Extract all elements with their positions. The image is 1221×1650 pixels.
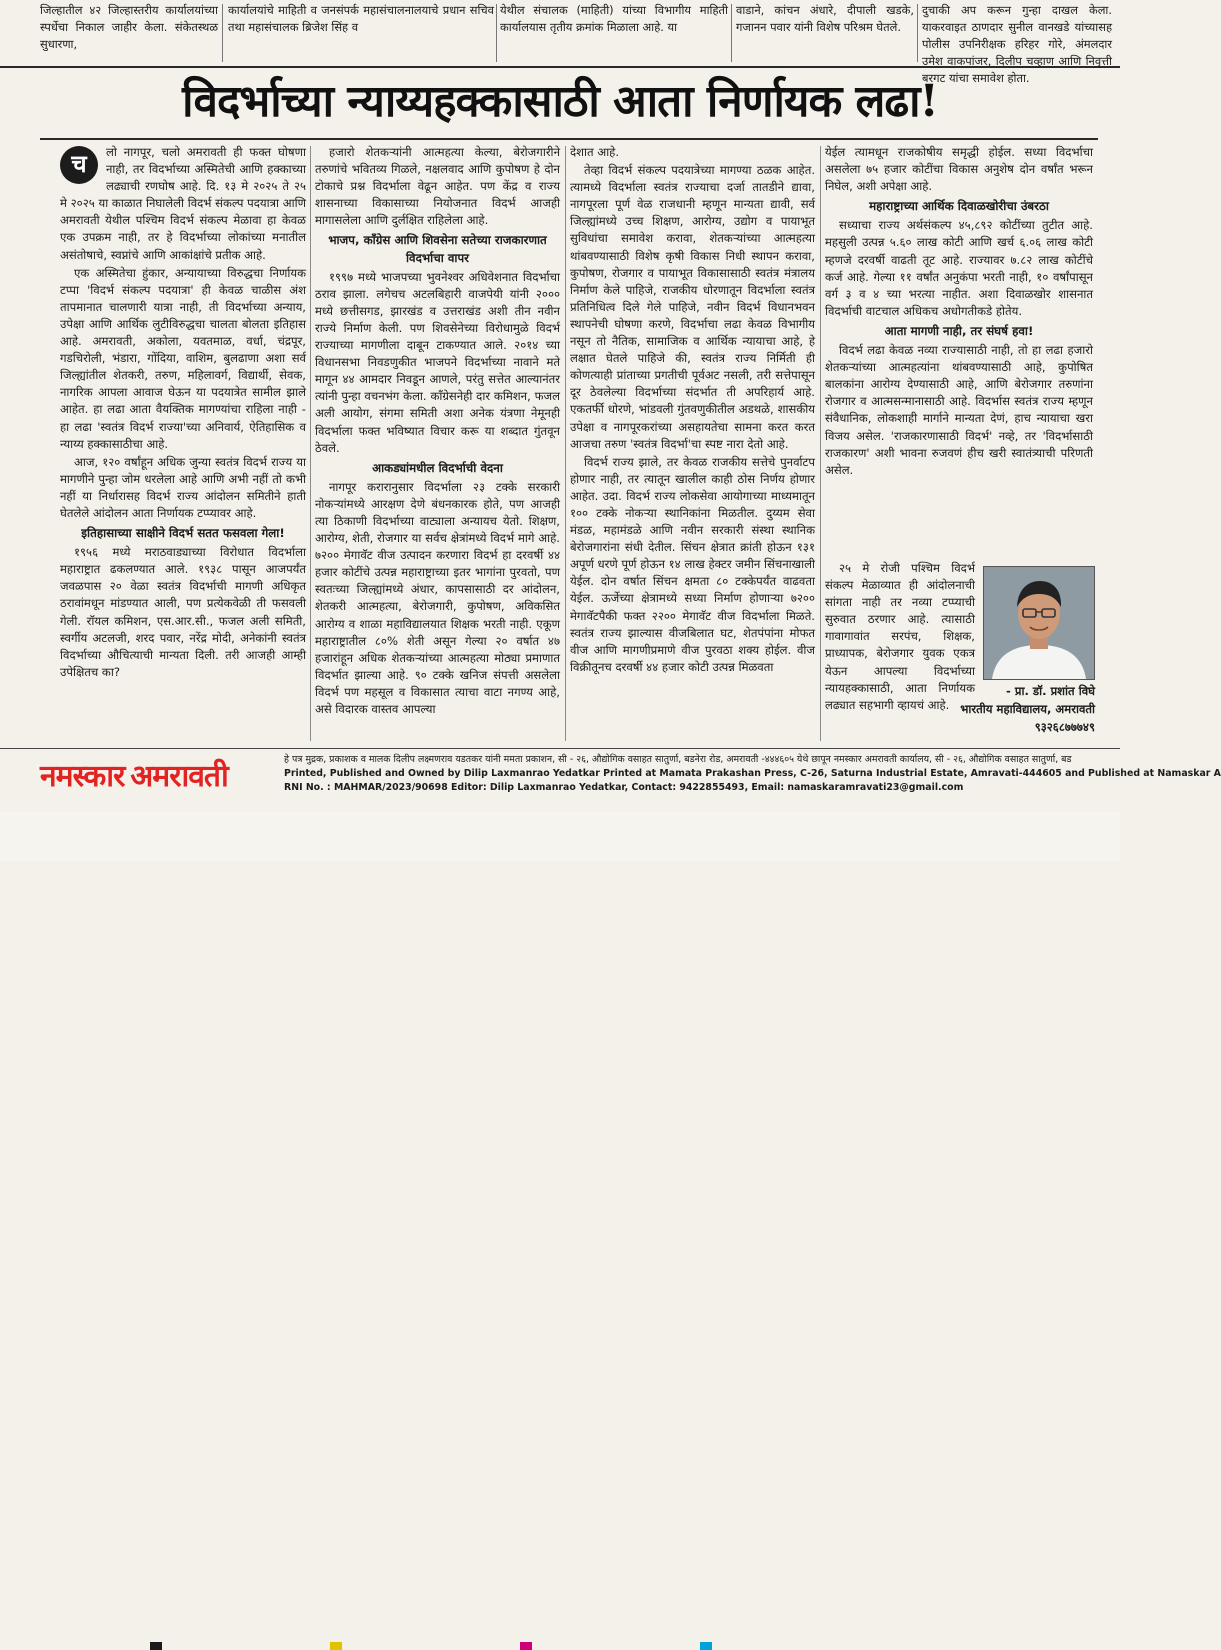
author-byline [905, 682, 1095, 736]
column-divider [820, 146, 821, 741]
column-divider [731, 4, 732, 62]
top-strip-column-2: कार्यालयांचे माहिती व जनसंपर्क महासंचालनालयाचे प्रधान सचिव तथा महासंचालक ब्रिजेश सिंह व [228, 3, 494, 34]
paragraph: एक अस्मितेचा हुंकार, अन्यायाच्या विरुद्धचा निर्णायक टप्पा 'विदर्भ संकल्प पदयात्रा' ही केवळ चाळीस अंश तापमानात चालणारी यात्रा नाही, ती विदर्भाच्या अन्याय, उपेक्षा आणि आर्थिक लुटीविरुद्धचा चालता बोलता इतिहास आहे. अमरावती, अकोला, यवतमाळ, वर्धा, चंद्रपूर, गडचिरोली, भंडारा, गोंदिया, वाशिम, बुलढाणा अशा सर्व जिल्ह्यांतील शेतकरी, तरुण, महिलावर्ग, विद्यार्थी, सेवक, नागरिक आपला आवाज घेऊन या पदयात्रेत सामील झाले आहेत. हा लढा आता वैयक्तिक मागण्यांचा राहिला नाही - हा लढा 'स्वतंत्र विदर्भ राज्या'च्या अनिवार्य, ऐतिहासिक व न्याय्य हक्कासाठीचा आहे. [60, 265, 306, 451]
column-divider [222, 4, 223, 62]
registration-mark [150, 1642, 162, 1650]
drop-cap: च [60, 146, 98, 184]
article-column-4-closing [825, 560, 975, 712]
subheading: आकड्यांमधील विदर्भाची वेदना [372, 460, 503, 475]
column-divider [310, 146, 311, 741]
logo-word-1: नमस्कार [40, 759, 125, 794]
paragraph: सध्याचा राज्य अर्थसंकल्प ४५,८९२ कोटींच्या तुटीत आहे. महसुली उत्पन्न ५.६० लाख कोटी आणि खर्च ६.०६ लाख कोटी म्हणजे दरवर्षी वाढती तूट आहे. राज्यावर ७.८२ लाख कोटींचे कर्ज आहे. गेल्या ११ वर्षांत अनुकंपा भरती नाही, १० वर्षांपासून वर्ग ३ व ४ च्या भरत्या नाहीत. अशा दिवाळखोर शासनात विदर्भाची वाटचाल अधिकच अधोगतीकडे होतेय. [825, 218, 1093, 318]
paragraph: तेव्हा विदर्भ संकल्प पदयात्रेच्या मागण्या ठळक आहेत. त्यामध्ये विदर्भाला स्वतंत्र राज्याचा दर्जा तातडीने द्यावा, नागपूरला पूर्ण वेळ राजधानी म्हणून मान्यता द्यावी, सर्व जिल्ह्यांमध्ये उच्च शिक्षण, आरोग्य, उद्योग व पायाभूत सुविधांचा समावेश करावा, शेतकऱ्यांच्या आत्महत्या थांबवण्यासाठी विशेष कृषी विकास निधी स्थापन करावा, कुपोषण, रोजगार व पायाभूत विकासासाठी स्वतंत्र मंत्रालय निर्माण केले पाहिजे, राजकीय धोरणातून विदर्भाला स्वतंत्र प्रतिनिधित्व दिले गेले पाहिजे, नवीन विदर्भ विधानभवन स्थापनेची घोषणा करणे, विदर्भाचा लढा केवळ विभागीय नसून तो नैतिक, सामाजिक व आर्थिक न्यायाचा आहे, हे लक्षात घेतले पाहिजे की, स्वतंत्र राज्य निर्मिती ही कोणत्याही प्रांताच्या प्रगतीची पूर्वअट नसली, तरी सत्तेपासून दूर ठेवलेल्या विदर्भाच्या संदर्भात ती अपरिहार्य आहे. एकतर्फी धोरणे, भांडवली गुंतवणुकीतील अडथळे, शासकीय उपेक्षा व नागपूरकरांच्या असहायतेचा सामना करत करत आजचा तरुण 'स्वतंत्र विदर्भा'चा स्पष्ट नारा देतो आहे. [570, 163, 815, 451]
column-divider [565, 146, 566, 741]
top-strip-column-4: वाडाने, कांचन अंधारे, दीपाली खडके, गजानन पवार यांनी विशेष परिश्रम घेतले. [736, 3, 914, 34]
registration-mark [520, 1642, 532, 1650]
paragraph: येईल त्यामधून राजकोषीय समृद्धी होईल. सध्या विदर्भाचा असलेला ७५ हजार कोटींचा विकास अनुशेष दोन वर्षांत भरून निघेल, अशी अपेक्षा आहे. [825, 145, 1093, 194]
paragraph: १९९७ मध्ये भाजपच्या भुवनेश्वर अधिवेशनात विदर्भाचा ठराव झाला. लगेचच अटलबिहारी वाजपेयी यांनी २००० मध्ये छत्तीसगड, झारखंड व उत्तराखंड अशी तीन नवीन राज्ये निर्माण केली. पण शिवसेनेच्या विरोधामुळे विदर्भ राज्याच्या मागणीला दाबून टाकण्यात आले. २०१४ च्या विधानसभा निवडणुकीत भाजपने विदर्भाच्या नावाने मते मागून ४४ आमदार निवडून आणले, परंतु सत्तेत आल्यानंतर त्यांनी पुन्हा वचनभंग केला. काँग्रेसनेही दार कमिशन, फजल अली आयोग, संगमा समिती अशा अनेक यंत्रणा नेमूनही विदर्भाला फक्त भविष्यात विचार करू या शब्दात गुंतवून ठेवले. [315, 269, 560, 455]
paragraph: विदर्भ राज्य झाले, तर केवळ राजकीय सत्तेचे पुनर्वाटप होणार नाही, तर त्यातून खालील काही ठोस निर्णय होणार आहेत. उदा. विदर्भ राज्य लोकसेवा आयोगाच्या माध्यमातून १०० टक्के नोकऱ्या स्थानिकांना मिळतील. दुय्यम सेवा मंडळ, महामंडळे आणि नवीन सरकारी संस्था स्थानिक बेरोजगारांना संधी देतील. सिंचन क्षेत्रात क्रांती होऊन १३१ अपूर्ण धरणे पूर्ण होऊन १४ लाख हेक्टर जमीन सिंचनाखाली येईल. दोन वर्षात सिंचन क्षमता ८० टक्केपर्यंत वाढवता येईल. ऊर्जेच्या क्षेत्रामध्ये सध्या निर्माण होणाऱ्या ७२०० मेगावॅटपैकी फक्त २२०० मेगावॅट वीज विदर्भाला मिळते. स्वतंत्र राज्य झाल्यास वीजबिलात घट, शेतपंपांना मोफत वीज आणि मागणीप्रमाणे वीज पुरवठा शक्य होईल. वीज विक्रीतूनच दरवर्षी ४४ हजार कोटी उत्पन्न मिळवता [570, 454, 815, 674]
article-column-1 [60, 144, 306, 744]
article-column-4 [825, 144, 1093, 558]
previous-article-strip [0, 0, 1120, 85]
subheading: भाजप, काँग्रेस आणि शिवसेना सतेच्या राजकारणात विदर्भाचा वापर [328, 233, 547, 265]
subheading: इतिहासाच्या साक्षीने विदर्भ सतत फसवला गेला! [81, 526, 285, 541]
author-photo [983, 566, 1095, 680]
column-divider [496, 4, 497, 62]
imprint-marathi: हे पत्र मुद्रक, प्रकाशक व मालक दिलीप लक्ष्मणराव यडतकर यांनी ममता प्रकाशन, सी - २६, औद्योगिक वसाहत सातुर्णा, बडनेरा रोड, अमरावती -४४४६०५ येथे छापून नमस्कार अमरावती कार्यालय, सी - २६, औद्योगिक वसाहत सातुर्णा, बड [284, 754, 1072, 765]
registration-mark [330, 1642, 342, 1650]
logo-word-2: अमरावती [130, 759, 228, 794]
paragraph: लो नागपूर, चलो अमरावती ही फक्त घोषणा नाही, तर विदर्भाच्या अस्मितेची आणि हक्काच्या लढ्याची रणघोष आहे. दि. १३ मे २०२५ ते २५ मे २०२५ या काळात निघालेली विदर्भ संकल्प पदयात्रा आणि अमरावती येथील पश्चिम विदर्भ संकल्प मेळावा हा केवळ एक उपक्रम नाही, तर हे विदर्भाच्या लोकांच्या मनातील असंतोषाचे, स्वप्नांचे आणि आकांक्षांचे प्रतीक आहे. [60, 145, 306, 262]
top-strip-column-5: दुचाकी अप करून गुन्हा दाखल केला. याकरवाइत ठाणदार सुनील वानखडे यांच्यासह पोलीस उपनिरीक्षक हरिहर गोरे, अंमलदार उमेश वाकपांजर, दिलीप चव्हाण आणि निवृत्ती बरगट यांचा समावेश होता. [922, 3, 1112, 85]
author-name: - प्रा. डॉ. प्रशांत विघे [1006, 684, 1095, 698]
top-strip-column-1: जिल्हातील ४२ जिल्हास्तरीय कार्यालयांच्या स्पर्धेचा निकाल जाहीर केला. संकेतस्थळ सुधारणा, [40, 3, 218, 51]
top-strip-column-3: येथील संचालक (माहिती) यांच्या विभागीय माहिती कार्यालयास तृतीय क्रमांक मिळाला आहे. या [500, 3, 728, 34]
paragraph: २५ मे रोजी पश्चिम विदर्भ संकल्प मेळाव्यात ही आंदोलनाची सांगता नाही तर नव्या टप्प्याची सुरुवात ठरणार आहे. त्यासाठी गावागावांत सरपंच, शिक्षक, प्राध्यापक, बेरोजगार युवक एकत्र येऊन आपल्या विदर्भाच्या न्यायहक्कासाठी, आता निर्णायक लढ्यात सहभागी व्हायचं आहे. [825, 561, 975, 712]
headline-rule [40, 138, 1098, 140]
column-divider [917, 4, 918, 62]
registration-mark [700, 1642, 712, 1650]
paragraph: देशात आहे. [570, 145, 620, 159]
article-column-2 [315, 144, 560, 744]
paragraph: नागपूर करारानुसार विदर्भाला २३ टक्के सरकारी नोकऱ्यांमध्ये आरक्षण देणे बंधनकारक होते, पण आजही त्या ठिकाणी विदर्भाच्या वाट्याला अन्यायच येतो. शिक्षण, आरोग्य, शेती, रोजगार या सर्वच क्षेत्रांमध्ये विदर्भ मागे आहे. ७२०० मेगावॅट वीज उत्पादन करणारा विदर्भ हा दरवर्षी ४४ हजार कोटींचे उत्पन्न महाराष्ट्राच्या इतर भागांना पुरवतो, पण स्वतःच्या जिल्ह्यांमध्ये अंधार, कापसासाठी दर आंदोलन, शेतकरी आत्महत्या, बेरोजगारी, कुपोषण, अविकसित आरोग्य व शाळा महाविद्यालयात शिक्षक भरती नाही. एकूण महाराष्ट्रातील ८०% शेती असून गेल्या २० वर्षात ४७ हजारांहून अधिक शेतकऱ्यांच्या आत्महत्या मोठ्या प्रमाणात विदर्भात झाल्या आहे. ९० टक्के खनिज संपत्ती असलेला विदर्भ पण महसूल व विकासात त्याचा वाटा नगण्य आहे, असे विदारक वास्तव आपल्या [315, 479, 560, 716]
subheading: महाराष्ट्राच्या आर्थिक दिवाळखोरीचा उंबरठा [869, 199, 1049, 214]
newspaper-footer [0, 748, 1221, 809]
paragraph: आज, १२० वर्षांहून अधिक जुन्या स्वतंत्र विदर्भ राज्य या मागणीने पुन्हा जोम धरलेला आहे आणि अभी नहीं तो कभी नहीं या निर्धारासह विदर्भ राज्य आंदोलन समितीने हाती घेतलेले आंदोलन आता निर्णायक टप्प्यावर आहे. [60, 454, 306, 520]
paragraph: विदर्भ लढा केवळ नव्या राज्यासाठी नाही, तो हा लढा हजारो शेतकऱ्यांच्या आत्महत्यांना थांबवण्यासाठी आहे, कुपोषित बालकांना आरोग्य देण्यासाठी आहे, आणि बेरोजगार तरुणांना रोजगार व आत्मसन्मानासाठी आहे. विदर्भास स्वतंत्र राज्य म्हणून संवैधानिक, लोकशाही मार्गाने मान्यता देणं, हाच न्यायाचा खरा विजय असेल. 'राजकारणासाठी विदर्भ' नव्हे, तर 'विदर्भासाठी राजकारण' अशी भावना रुजवणं हीच खरी स्वातंत्र्याची परिणती असेल. [825, 343, 1093, 477]
paragraph: हजारो शेतकऱ्यांनी आत्महत्या केल्या, बेरोजगारीने तरुणांचे भवितव्य गिळले, नक्षलवाद आणि कुपोषण हे दोन टोकाचे प्रश्न विदर्भाला वेढून आहेत. पण केंद्र व राज्य शासनाच्या विकासाच्या नियोजनात विदर्भ आजही मागासलेला आणि दुर्लक्षित राहिलेला आहे. [315, 145, 560, 228]
imprint-english: Printed, Published and Owned by Dilip Laxmanrao Yedatkar Printed at Mamata Prakashan Press, C-26, Saturna Industrial Estate, Amravati-444605 and Published at Namaskar A [284, 768, 1221, 779]
imprint-block [284, 753, 1221, 795]
author-portrait-icon [984, 567, 1094, 679]
author-phone: ९३२६८७७७४९ [1034, 720, 1095, 734]
article-column-3 [570, 144, 815, 744]
imprint-rni: RNI No. : MAHMAR/2023/90698 Editor: Dilip Laxmanrao Yedatkar, Contact: 9422855493, Email: namaskaramravati23@gmail.com [284, 782, 964, 793]
newspaper-logo [40, 757, 272, 797]
article-headline: विदर्भाच्या न्याय्यहक्कासाठी आता निर्णायक लढा! [182, 76, 938, 127]
subheading: आता मागणी नाही, तर संघर्ष हवा! [884, 323, 1034, 338]
author-affiliation: भारतीय महाविद्यालय, अमरावती [960, 702, 1095, 716]
paragraph: १९५६ मध्ये मराठवाड्याच्या विरोधात विदर्भाला महाराष्ट्रात ढकलण्यात आले. १९३८ पासून आजपर्यंत जवळपास २० वेळा स्वतंत्र विदर्भाची मागणी अधिकृत ठरावांमधून मांडण्यात आली, पण प्रत्येकवेळी ती फसवली गेली. रॉयल कमिशन, एस.आर.सी., फजल अली समिती, स्वर्गीय अटलजी, शरद पवार, नरेंद्र मोदी, अनेकांनी स्वतंत्र विदर्भाच्या औचित्याची मान्यता दिली. तरी आजही आम्ही उपेक्षितच का? [60, 545, 306, 679]
print-margin [0, 812, 1120, 861]
